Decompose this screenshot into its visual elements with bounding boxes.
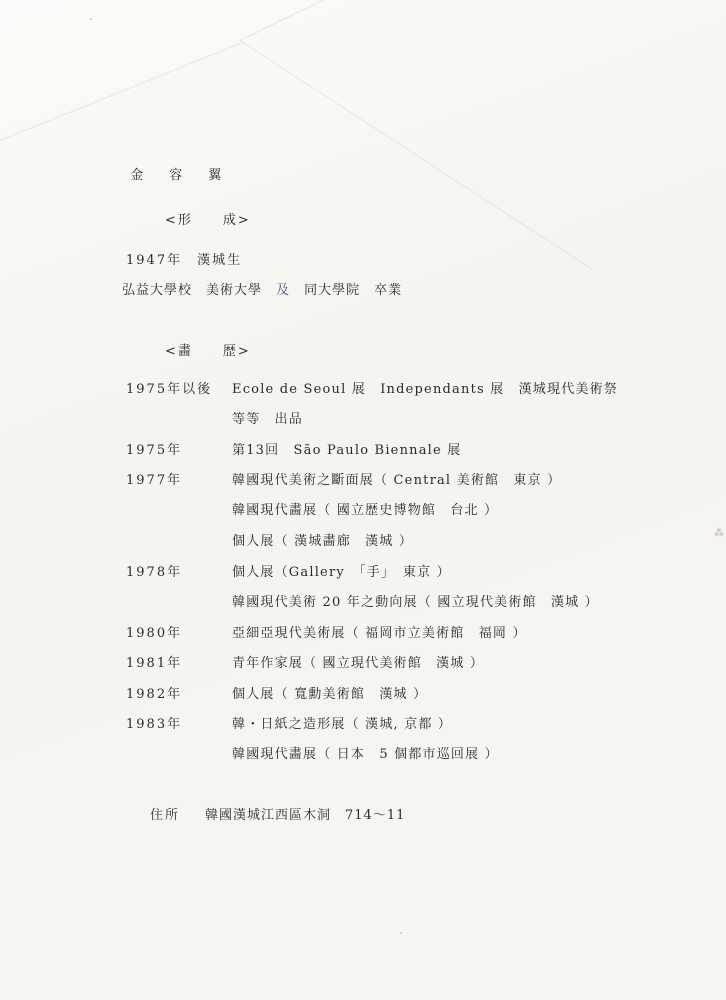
- edge-mark: ⁂: [714, 528, 724, 539]
- name-char: 金: [130, 168, 144, 183]
- formation-heading: <形 成>: [165, 213, 251, 228]
- career-item: 個人展（Gallery 「手」 東京 ）: [232, 565, 451, 580]
- career-year: 1982年: [126, 687, 183, 702]
- career-item: 等等 出品: [232, 412, 304, 427]
- career-item: 韓・日紙之造形展（ 漢城, 京都 ）: [232, 717, 453, 732]
- career-item: 青年作家展（ 國立現代美術館 漢城 ）: [232, 656, 485, 671]
- career-year: 1977年: [126, 473, 183, 488]
- career-year: 1980年: [126, 626, 183, 641]
- career-item: 韓國現代美術之斷面展（ Central 美術館 東京 ）: [232, 473, 562, 488]
- name-char: 翼: [208, 168, 222, 183]
- education-graduate: 同大學院 卒業: [304, 283, 403, 298]
- career-year: 1981年: [126, 656, 183, 671]
- career-year: 1975年: [126, 443, 183, 458]
- career-item: 韓國現代畵展（ 國立歴史博物館 台北 ）: [232, 503, 499, 518]
- paper-speck: [400, 932, 402, 934]
- career-year: 1978年: [126, 565, 183, 580]
- career-year: 1983年: [126, 717, 183, 732]
- career-item: 個人展（ 漢城畵廊 漢城 ）: [232, 534, 414, 549]
- career-item: Ecole de Seoul 展 Independants 展 漢城現代美術祭: [232, 382, 618, 397]
- career-item: 第13回 São Paulo Biennale 展: [232, 443, 462, 458]
- paper-speck: [90, 18, 92, 20]
- address-label: 住所: [150, 808, 181, 823]
- education-school: 弘益大學校 美術大學: [122, 283, 263, 298]
- career-item: 韓國現代畵展（ 日本 5 個都市巡回展 ）: [232, 747, 499, 762]
- education-conjunction: 及: [276, 283, 291, 298]
- career-item: 韓國現代美術 20 年之動向展（ 國立現代美術館 漢城 ）: [232, 595, 599, 610]
- career-item: 個人展（ 寬勳美術館 漢城 ）: [232, 687, 428, 702]
- education-line: [122, 283, 402, 299]
- address-value: 韓國漢城江西區木洞 714〜11: [205, 808, 406, 823]
- career-year: 1975年以後: [126, 382, 213, 397]
- artist-name: [122, 152, 247, 184]
- career-item: 亞細亞現代美術展（ 福岡市立美術館 福岡 ）: [232, 626, 527, 641]
- career-heading: <畵 歴>: [165, 344, 251, 359]
- name-char: 容: [169, 168, 183, 183]
- birth-line: 1947年 漢城生: [126, 253, 243, 268]
